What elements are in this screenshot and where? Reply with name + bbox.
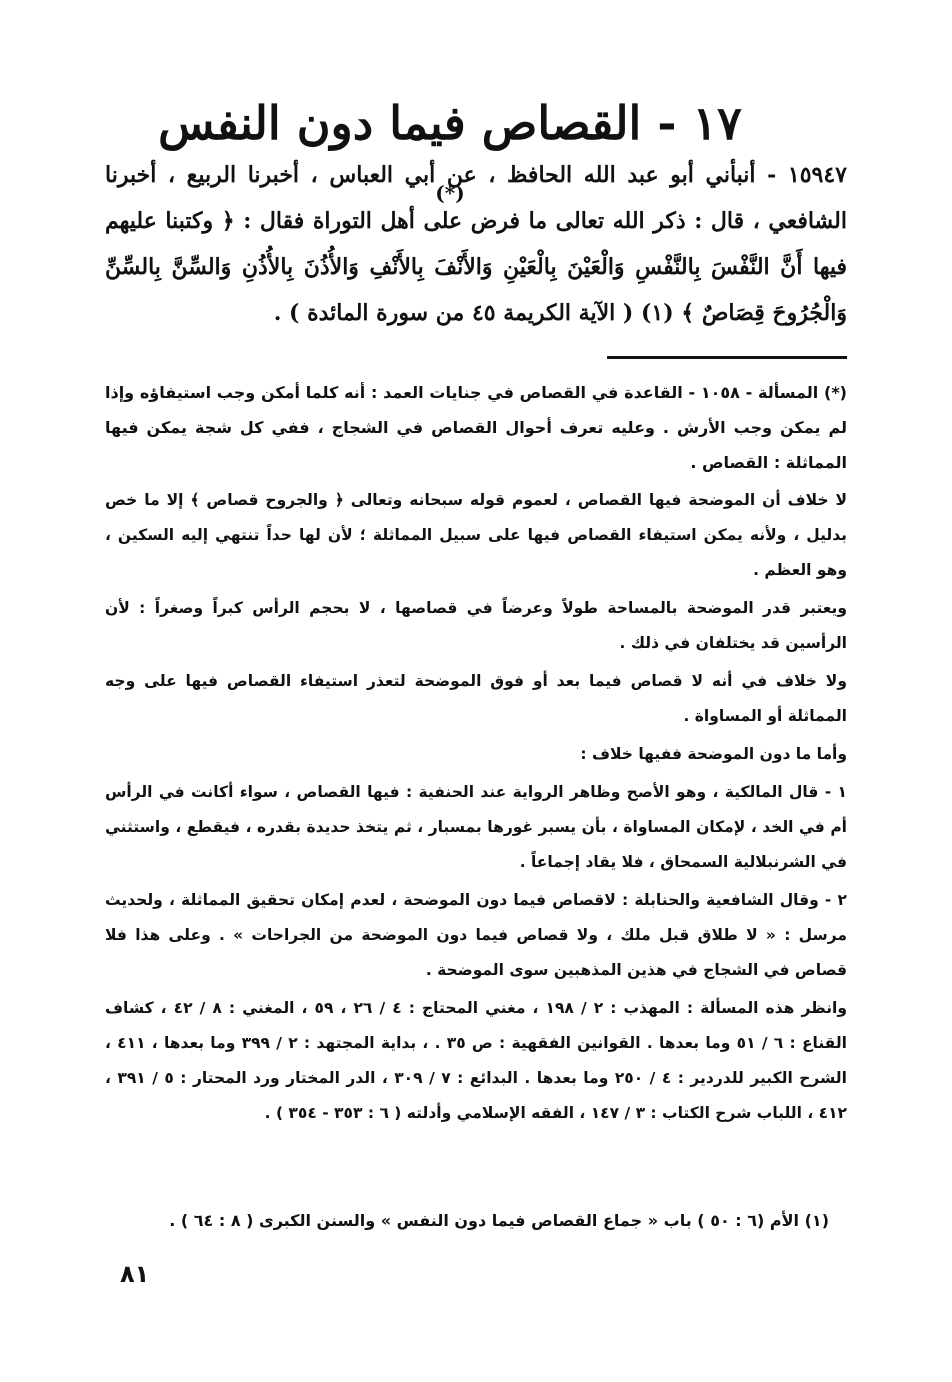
footnote-divider (607, 356, 847, 359)
note-paragraph-2: لا خلاف أن الموضحة فيها القصاص ، لعموم قوله سبحانه وتعالى ﴿ والجروح قصاص ﴾ إلا ما خص بدليل ، ولأنه يمكن استيفاء القصاص فيها على سبيل المماثلة ؛ لأن لها حداً تنتهي إليه السكين ، وهو العظم . (105, 491, 847, 579)
commentary-notes (105, 375, 847, 1134)
hadith-text: ١٥٩٤٧ - أنبأني أبو عبد الله الحافظ ، عن أبي العباس ، أخبرنا الربيع ، أخبرنا الشافعي ، قال : ذكر الله تعالى ما فرض على أهل التوراة فقال : ﴿ وكتبنا عليهم فيها أَنَّ النَّفْسَ بِالنَّفْسِ وَالْعَيْنَ بِالْعَيْنِ وَالأَنْفَ بِالأَنْفِ وَالأُذُنَ بِالأُذُنِ وَالسِّنَّ بِالسِّنِّ وَالْجُرُوحَ قِصَاصٌ ﴾ (١) ( الآية الكريمة ٤٥ من سورة المائدة ) . (105, 162, 847, 326)
footnote: (١) الأم (٦ : ٥٠ ) باب « جماع القصاص فيما دون النفس » والسنن الكبرى ( ٨ : ٦٤ ) . (169, 1211, 829, 1230)
note-paragraph-3: ويعتبر قدر الموضحة بالمساحة طولاً وعرضاً في قصاصها ، لا بحجم الرأس كبراً وصغراً : لأن الرأسين قد يختلفان في ذلك . (105, 599, 847, 652)
note-paragraph-1: (*) المسألة - ١٠٥٨ - القاعدة في القصاص في جنايات العمد : أنه كلما أمكن وجب استيفاؤه وإذا لم يمكن وجب الأرش . وعليه تعرف أحوال القصاص في الشجاج ، ففي كل شجة يمكن فيها المماثلة : القصاص . (105, 383, 847, 472)
note-paragraph-6: ١ - قال المالكية ، وهو الأصح وظاهر الرواية عند الحنفية : فيها القصاص ، سواء أكانت في الرأس أم في الخد ، لإمكان المساواة ، بأن يسبر غورها بمسبار ، ثم يتخذ حديدة بقدره ، فيقطع ، واستثني في الشرنبلالية السمحاق ، فلا يقاد إجماعاً . (105, 783, 847, 871)
note-paragraph-4: ولا خلاف في أنه لا قصاص فيما بعد أو فوق الموضحة لتعذر استيفاء القصاص فيها على وجه المماثلة أو المساواة . (105, 672, 847, 725)
title-footnote-marker: (*) (435, 181, 465, 205)
note-paragraph-5: وأما ما دون الموضحة ففيها خلاف : (580, 745, 847, 763)
note-paragraph-7: ٢ - وقال الشافعية والحنابلة : لاقصاص فيما دون الموضحة ، لعدم إمكان تحقيق المماثلة ، ولحديث مرسل : « لا طلاق قبل ملك ، ولا قصاص فيما دون الموضحة من الجراحات » . وعلى هذا فلا قصاص في الشجاج في هذين المذهبين سوى الموضحة . (105, 891, 847, 979)
title-text: ١٧ - القصاص فيما دون النفس (158, 96, 742, 150)
page-number: ٨١ (120, 1260, 150, 1288)
note-paragraph-8: وانظر هذه المسألة : المهذب : ٢ / ١٩٨ ، مغني المحتاج : ٤ / ٢٦ ، ٥٩ ، المغني : ٨ / ٤٢ ، كشاف القناع : ٦ / ٥١ وما بعدها . القوانين الفقهية : ص ٣٥ . ، بداية المجتهد : ٢ / ٣٩٩ وما بعدها ، ٤١١ ، الشرح الكبير للدردير : ٤ / ٢٥٠ وما بعدها . البدائع : ٧ / ٣٠٩ ، الدر المختار ورد المحتار : ٥ / ٣٩١ ، ٤١٢ ، اللباب شرح الكتاب : ٣ / ١٤٧ ، الفقه الإسلامي وأدلته ( ٦ : ٣٥٣ - ٣٥٤ ) . (105, 999, 847, 1122)
